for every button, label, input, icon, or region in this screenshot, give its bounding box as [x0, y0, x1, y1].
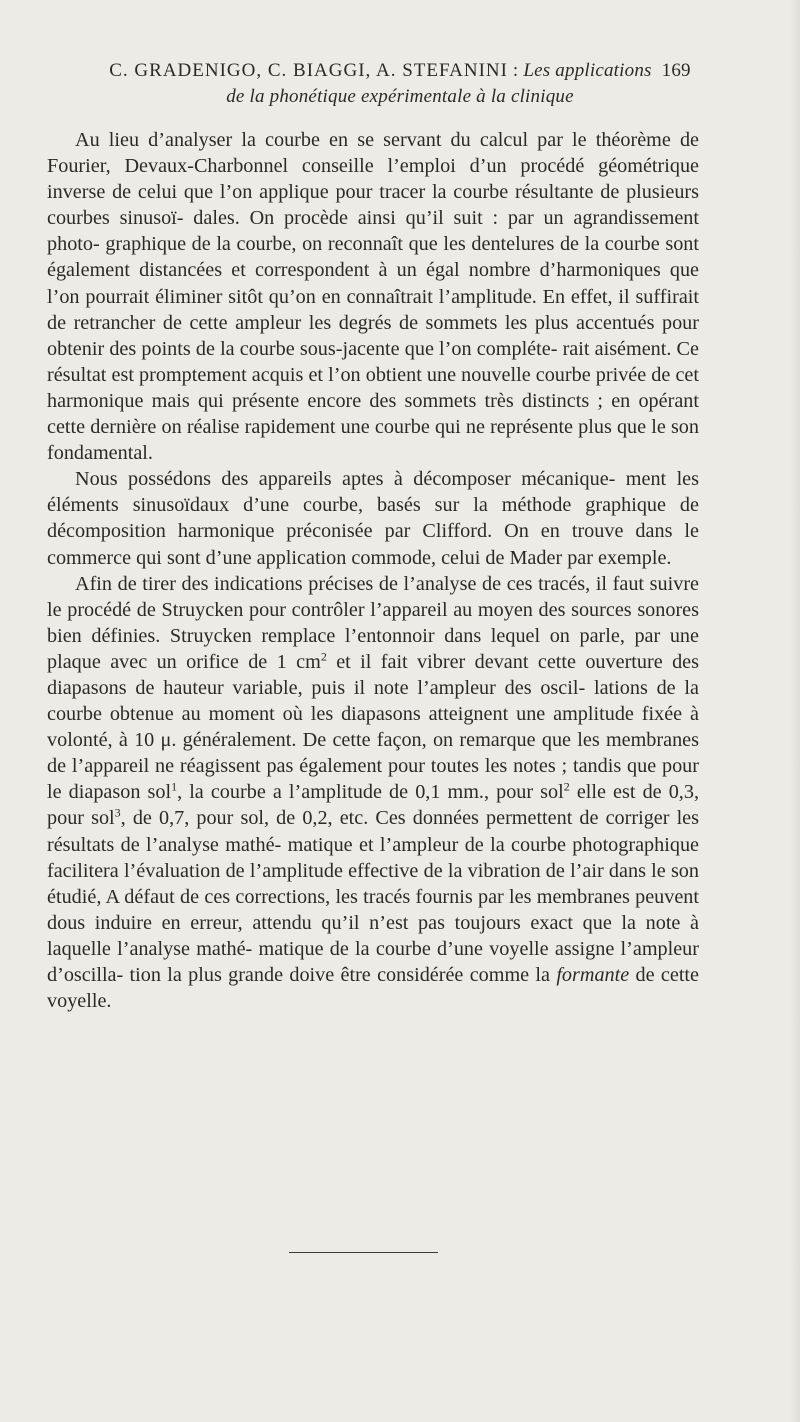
superscript-sol3: 3 [114, 805, 121, 820]
paragraph-3 [47, 571, 699, 1015]
paragraph-3-text-c: , la courbe a l’amplitude de 0,1 mm., pour sol [177, 781, 564, 804]
paragraph-3-text-b: et il fait vibrer devant cette ouverture des diapasons de hauteur variable, puis il note l’ampleur des oscil- lations de la courbe obtenue au moment où les diapasons atteignent une amplitude fixée à volonté, à 10 μ. généralement. De cette façon, on remarque que les membranes de l’appareil ne réagissent pas également pour toutes les notes ; tandis que pour le diapason sol [47, 650, 699, 804]
paragraph-2-text: Nous possédons des appareils aptes à décomposer mécanique- ment les éléments sinusoïdaux d’une courbe, basés sur la méthode graphique de décomposition harmonique préconisée par Clifford. On en trouve dans le commerce qui sont d’une application commode, celui de Mader par exemple. [47, 468, 699, 569]
paragraph-3-text-d: elle est de 0,3, pour sol [47, 781, 699, 830]
page-edge-shadow [790, 0, 800, 1422]
paragraph-2 [47, 466, 699, 570]
italic-formante: formante [556, 964, 630, 986]
section-end-rule [289, 1252, 438, 1253]
paragraph-1 [47, 127, 699, 466]
superscript-sol1: 1 [171, 779, 178, 794]
body-text [47, 127, 699, 1014]
superscript-sol2: 2 [563, 779, 570, 794]
paragraph-3-text-a: Afin de tirer des indications précises de l’analyse de ces tracés, il faut suivre le procédé de Struycken pour contrôler l’appareil au moyen des sources sonores bien définies. Struycken remplace l’entonnoir dans lequel on parle, par une plaque avec un orifice de 1 cm [47, 572, 699, 673]
paragraph-3-text-e: , de 0,7, pour sol, de 0,2, etc. Ces données permettent de corriger les résultats de l’analyse mathé- matique et l’ampleur de la courbe photographique facilitera l’évaluation de l’amplitude effective de la vibration de l’air dans le son étudié, A défaut de ces corrections, les tracés fournis par les membranes peuvent dous induire en erreur, attendu qu’il n’est pas toujours exact que la note à laquelle l’analyse mathé- matique de la courbe d’une voyelle assigne l’ampleur d’oscilla- tion la plus grande doive être considérée comme la [47, 807, 699, 986]
paragraph-3-text-f: de cette voyelle. [47, 964, 699, 1013]
page-number: 169 [661, 60, 691, 81]
running-head-title-line-1: Les applications [523, 60, 652, 81]
running-head-authors: C. GRADENIGO, C. BIAGGI, A. STEFANINI [109, 60, 508, 81]
paragraph-1-text: Au lieu d’analyser la courbe en se servant du calcul par le théorème de Fourier, Devaux-Charbonnel conseille l’emploi d’un procédé géométrique inverse de celui que l’on applique pour tracer la courbe résultante de plusieurs courbes sinusoï- dales. On procède ainsi qu’il suit : par un agrandissement photo- graphique de la courbe, on reconnaît que les dentelures de la courbe sont également distancées et correspondent à un égal nombre d’harmoniques que l’on pourrait éliminer sitôt qu’on en connaîtrait l’amplitude. En effet, il suffirait de retrancher de cette ampleur les degrés de sommets les plus accentués pour obtenir des points de la courbe sous-jacente que l’on compléte- rait aisément. Ce résultat est promptement acquis et l’on obtient une nouvelle courbe privée de cet harmonique mais qui présente encore des sommets très distincts ; en opérant cette dernière on réalise rapidement une courbe qui ne représente plus que le son fondamental. [47, 129, 699, 465]
running-head-title-line-2: de la phonétique expérimentale à la clinique [226, 86, 574, 107]
running-head [0, 58, 800, 110]
running-head-separator: : [507, 60, 524, 81]
running-head-line-1 [0, 58, 800, 84]
superscript-cm2: 2 [320, 649, 327, 664]
